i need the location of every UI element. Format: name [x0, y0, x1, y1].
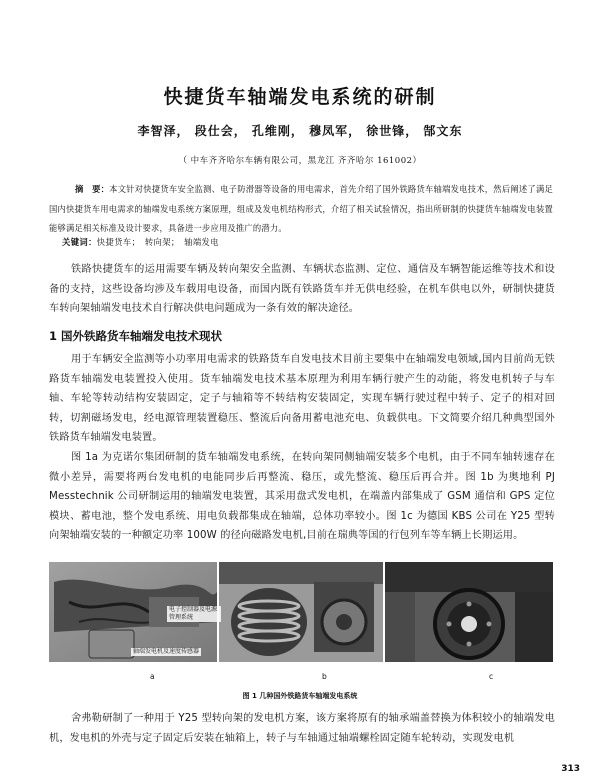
tail-paragraph — [49, 709, 555, 748]
keywords — [62, 236, 219, 248]
abstract — [49, 180, 553, 239]
intro-paragraph — [49, 260, 555, 319]
section-1-paragraph-1: 用于车辆安全监测等小功率用电需求的铁路货车自发电技术目前主要集中在轴端发电领域,国内目前尚无铁路货车轴端发电装置投入使用。货车轴端发电技术基本原理为利用车辆行驶产生的动能，将发电机转子与车轴、车轮等转动结构安装固定，定子与轴箱等不转结构安装固定，实现车辆行驶过程中转子、定子的相对回转，切割磁场发电，经电源管理装置稳压、整流后向备用蓄电池充电、负载供电。下文简要介绍几种典型国外铁路货车轴端发电装置。 — [49, 354, 555, 444]
abstract-label: 摘 要： — [75, 184, 110, 194]
tail-text: 舍弗勒研制了一种用于 Y25 型转向架的发电机方案，该方案将原有的轴承端盖替换为体积较小的轴端发电机，发电机的外壳与定子固定后安装在轴箱上，转子与车轴通过轴端螺栓固定随车轮转动，实现发电机 — [49, 713, 555, 744]
figure-callout-generator: 轴端发电机及速度传感器 — [133, 648, 200, 655]
keywords-text: 快捷货车； 转向架； 轴端发电 — [96, 237, 219, 247]
section-1-paragraph-2: 图 1a 为克诺尔集团研制的货车轴端发电系统，在转向架同侧轴端安装多个电机，由于不同车轴转速存在微小差异，需要将两台发电机的电能同步后再整流、稳压，或先整流、稳压后再合并。图 1b 为奥地利 PJ Messtechnik 公司研制运用的轴端发电装置，其采用盘式发电机，在端盖内部集成了 GSM 通信和 GPS 定位模块、蓄电池，整个发电系统、用电负载都集成在轴端，总体功率较小。图 1c 为德国 KBS 公司在 Y25 型转向架轴端安装的一种额定功率 100W 的径向磁路发电机,目前在瑞典等国的行包列车等车辆上长期运用。 — [49, 451, 555, 542]
figure-label-b: b — [322, 672, 327, 681]
section-1-body — [49, 350, 555, 546]
figure-1 — [49, 562, 553, 662]
affiliation: （ 中车齐齐哈尔车辆有限公司，黑龙江 齐齐哈尔 161002） — [178, 156, 422, 166]
figure-caption: 图 1 几种国外铁路货车轴端发电系统 — [242, 692, 358, 700]
section-heading: 1 国外铁路货车轴端发电技术现状 — [49, 329, 223, 343]
keywords-label: 关键词： — [62, 237, 97, 247]
figure-label-c: c — [489, 672, 494, 681]
figure-label-a: a — [150, 672, 155, 681]
page-number: 313 — [561, 764, 580, 774]
abstract-text: 本文针对快捷货车安全监测、电子防滑器等设备的用电需求，首先介绍了国外铁路货车轴端发电技术，然后阐述了满足国内快捷货车用电需求的轴端发电系统方案原理，组成及发电机结构形式，介绍了相关试验情况，指出所研制的快捷货车轴端发电装置能够满足相关标准及设计要求，具备进一步应用及推广的潜力。 — [49, 184, 553, 233]
author-list: 李智泽， 段仕会， 孔维刚， 穆凤军， 徐世锋， 郜文东 — [137, 124, 463, 138]
figure-1c-photo — [385, 562, 553, 662]
figure-callout-controller: 电子控制器及电源管理系统 — [167, 606, 221, 622]
paper-title: 快捷货车轴端发电系统的研制 — [163, 86, 437, 108]
figure-1b-photo — [219, 562, 383, 662]
intro-text: 铁路快捷货车的运用需要车辆及转向架安全监测、车辆状态监测、定位、通信及车辆智能运维等技术和设备的支持，这些设备均涉及车载用电设备，而国内既有铁路货车并无供电经验，在机车供电以外，研制快捷货车转向架轴端发电技术自行解决供电问题成为一条有效的解决途径。 — [49, 264, 555, 315]
